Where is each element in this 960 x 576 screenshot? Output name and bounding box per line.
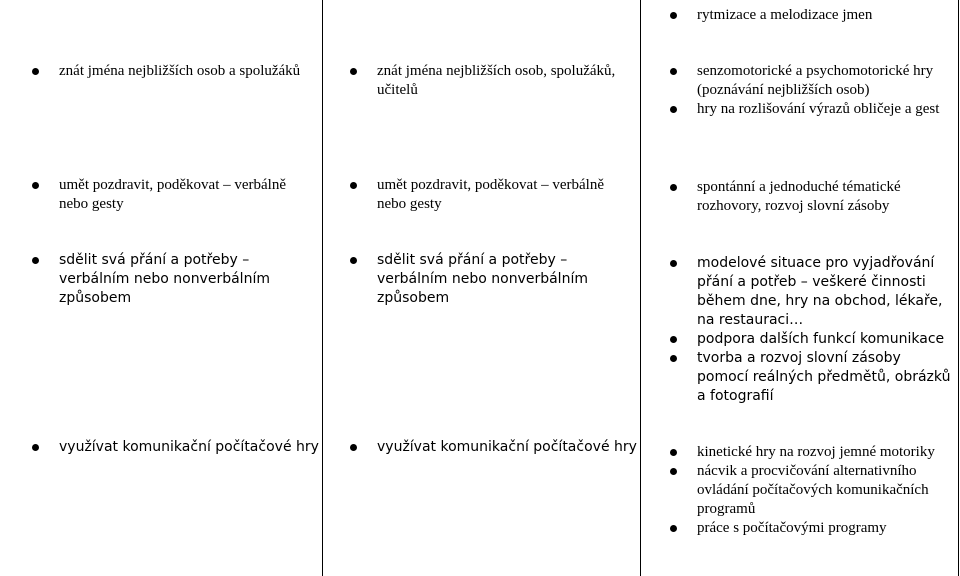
bullet-icon [670, 106, 677, 113]
list-item: spontánní a jednoduché tématické rozhovory, rozvoj slovní zásoby [670, 178, 930, 216]
list-item: znát jména nejbližších osob a spolužáků [32, 62, 312, 81]
bullet-icon [32, 68, 39, 75]
table-cell-activities [670, 6, 950, 25]
list-item: modelové situace pro vyjadřování přání a potřeb – veškeré činnosti během dne, hry na obchod, lékaře, na restauraci… [670, 254, 955, 330]
bullet-icon [350, 182, 357, 189]
table-cell-activities [670, 443, 955, 538]
bullet-icon [32, 257, 39, 264]
list-item: podpora dalších funkcí komunikace [670, 330, 955, 349]
bullet-icon [350, 257, 357, 264]
table-cell-outcome [32, 176, 312, 214]
table-cell-activities [670, 62, 950, 119]
bullet-icon [32, 182, 39, 189]
list-item: kinetické hry na rozvoj jemné motoriky [670, 443, 955, 462]
table-cell-outcome [350, 176, 630, 214]
column-divider [640, 0, 641, 576]
list-item: práce s počítačovými programy [670, 519, 955, 538]
list-item: sdělit svá přání a potřeby – verbálním nebo nonverbálním způsobem [350, 251, 635, 308]
column-divider [958, 0, 959, 576]
bullet-icon [670, 525, 677, 532]
bullet-icon [350, 444, 357, 451]
list-item: sdělit svá přání a potřeby – verbálním nebo nonverbálním způsobem [32, 251, 317, 308]
table-cell-activities [670, 178, 930, 216]
table-cell-outcome [350, 438, 640, 457]
bullet-icon [350, 68, 357, 75]
bullet-icon [32, 444, 39, 451]
bullet-icon [670, 355, 677, 362]
list-item: tvorba a rozvoj slovní zásoby pomocí reálných předmětů, obrázků a fotografií [670, 349, 955, 406]
bullet-icon [670, 184, 677, 191]
list-item: využívat komunikační počítačové hry [350, 438, 640, 457]
list-item: hry na rozlišování výrazů obličeje a gest [670, 100, 950, 119]
list-item: nácvik a procvičování alternativního ovládání počítačových komunikačních programů [670, 462, 955, 519]
bullet-icon [670, 336, 677, 343]
table-cell-activities [670, 254, 955, 406]
bullet-icon [670, 449, 677, 456]
table-cell-outcome [32, 251, 317, 308]
list-item: rytmizace a melodizace jmen [670, 6, 950, 25]
list-item: využívat komunikační počítačové hry [32, 438, 322, 457]
bullet-icon [670, 68, 677, 75]
list-item: umět pozdravit, poděkovat – verbálně nebo gesty [350, 176, 630, 214]
table-cell-outcome [350, 251, 635, 308]
table-cell-outcome [350, 62, 630, 100]
bullet-icon [670, 12, 677, 19]
list-item: senzomotorické a psychomotorické hry (poznávání nejbližších osob) [670, 62, 950, 100]
list-item: umět pozdravit, poděkovat – verbálně nebo gesty [32, 176, 312, 214]
list-item: znát jména nejbližších osob, spolužáků, učitelů [350, 62, 630, 100]
table-cell-outcome [32, 62, 312, 81]
column-divider [322, 0, 323, 576]
table-cell-outcome [32, 438, 322, 457]
bullet-icon [670, 468, 677, 475]
bullet-icon [670, 260, 677, 267]
